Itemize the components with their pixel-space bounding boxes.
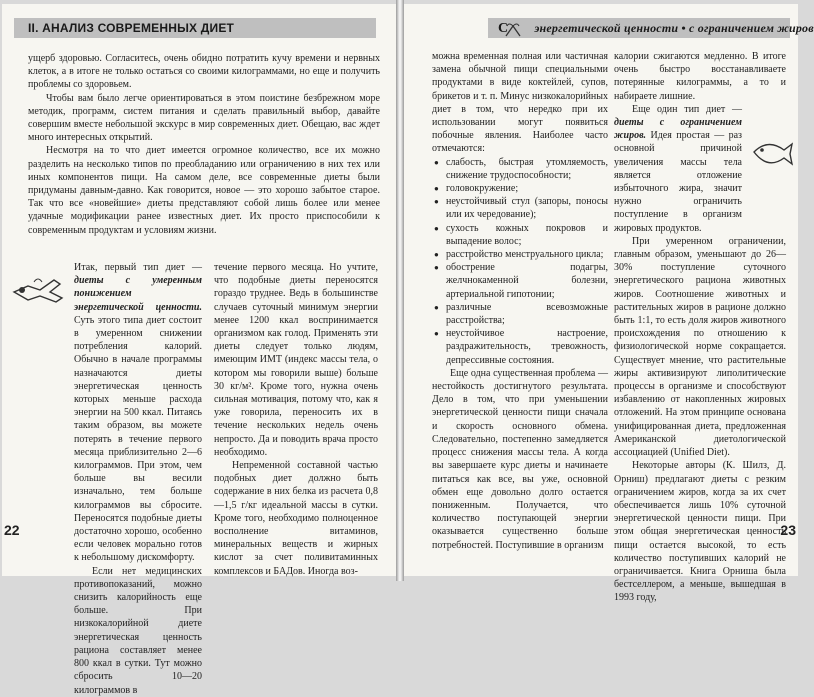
right-col1-paragraph-2: Еще одна существенная проблема — нестойкость достигнутого результата. Дело в том, что при уменьшении энергетической ценности пищи сначала и скорость основного обмена. Следовательно, постепенно замедляется процесс снижения массы тела. А когда вы завершаете курс диеты и начинаете питаться как все, вы уже, основной обмен еще довольно долго остается пониженным. Получается, что количество поступающей энергии оказывается существенно больше потребностей. Поступившие в организм <box>432 367 608 551</box>
book-gutter <box>396 0 404 581</box>
diet-type-2-title: диеты с ограничением жиров. <box>614 117 742 142</box>
side-effect-item: ● неустойчивый стул (запоры, поносы или их чередование); <box>432 195 608 221</box>
diet-type-1-paragraph <box>74 261 202 565</box>
right-header-letter: С <box>498 21 509 36</box>
right-column-2 <box>614 50 786 605</box>
side-effects-list <box>432 156 608 367</box>
left-column-1 <box>74 261 202 697</box>
diet-type-1-title: диеты с умеренным понижением энергетической ценности. <box>74 275 202 313</box>
side-effect-item: ● различные всевозможные расстройства; <box>432 301 608 327</box>
left-page-header: II. АНАЛИЗ СОВРЕМЕННЫХ ДИЕТ <box>28 21 235 35</box>
diet-type-2-lead: Еще один тип диет — <box>632 103 742 115</box>
left-paragraph-2: Чтобы вам было легче ориентироваться в этом поистине безбрежном море методик, программ, систем питания и сделать правильный выбор, давайте совершим вместе небольшой экскурс в мир современных диет. Обещаю, вас ждет много интересных открытий. <box>28 92 380 144</box>
left-paragraph-3: Несмотря на то что диет имеется огромное количество, все их можно разделить на несколько типов по преобладанию или ограничению в них тех или иных компонентов пищи. На самом деле, все современные диеты были придуманы давным-давно. Как говорится, новое — это хорошо забытое старое. Так что все «новейшие» диеты представляют собой лишь более или менее удачные модификации ранее известных диет. Их просто приспособили к современным продуктам и условиям жизни. <box>28 145 380 236</box>
side-effect-item: ● расстройство менструального цикла; <box>432 248 608 261</box>
left-intro-text <box>28 52 380 237</box>
right-col2-paragraph-1: калории сжигаются медленно. В итоге очень быстро восстанавливаете потерянные килограммы, а то и набираете лишние. <box>614 51 786 102</box>
left-paragraph-1: ущерб здоровью. Согласитесь, очень обидно потратить кучу времени и нервных клеток, а в итоге не только остаться со своими килограммами, но еще и получить проблемы со здоровьем. <box>28 53 380 91</box>
left-page-number: 22 <box>4 522 20 538</box>
scissors-flower-icon <box>10 272 66 306</box>
fish-icon <box>750 136 794 166</box>
left-col2-paragraph-2: Непременной составной частью подобных диет должно быть содержание в них белка из расчета 0,8—1,5 г/кг идеальной массы в сутки. Кроме того, необходимо полноценное восполнение витаминов, минеральных веществ и жирных кислот за счет поливитаминных комплексов и БАДов. Иногда воз- <box>214 460 378 577</box>
sprout-icon <box>504 22 522 38</box>
right-header-band <box>488 18 814 38</box>
side-effect-item: ● неустойчивое настроение, раздражительность, тревожность, депрессивные состояния. <box>432 327 608 367</box>
left-header-band <box>14 18 376 38</box>
right-page-number: 23 <box>780 522 796 538</box>
side-effect-item: ● слабость, быстрая утомляемость, снижение трудоспособности; <box>432 156 608 182</box>
diet-type-1-lead: Итак, первый тип диет — <box>74 262 202 273</box>
right-col1-paragraph-1: можна временная полная или частичная замена обычной пищи специальными продуктами в виде коктейлей, супов, брикетов и т. п. Минус низкокалорийных диет в том, что нередко при их использовании могут появиться побочные явления. Наиболее часто отмечаются: <box>432 51 608 155</box>
left-page <box>2 4 397 696</box>
diet-type-2-paragraph <box>614 103 786 235</box>
side-effect-item: ● головокружение; <box>432 182 608 195</box>
right-column-1 <box>432 50 608 552</box>
diet-type-1-text: Суть этого типа диет состоит в умеренном снижении потребления калорий. Обычно в начале программы назначаются диеты энергетическая ценность которых меньше расхода энергии на 500 ккал. Питаясь таким образом, вы можете потерять в течение первого месяца приблизительно 2—6 килограммов. При этом, чем больше вы весили изначально, тем больше килограммов вы сбросите. Переносятся подобные диеты достаточно хорошо, особенно если человек морально готов к небольшому дискомфорту. <box>74 314 202 564</box>
left-column-2 <box>214 261 378 578</box>
diet-type-2-text: Идея простая — раз основной причиной увеличения массы тела является отложение избыточного жира, значит нужно ограничить поступление в организм жировых продуктов. <box>614 130 742 234</box>
right-col2-paragraph-4: Некоторые авторы (К. Шилз, Д. Орниш) предлагают диеты с резким ограничением жиров, когда за их счет обеспечивается лишь 10% суточной энергетической ценности пищи. При этом общая энергетическая ценность пищи остается высокой, то есть количество поступивших калорий не ограничивается. Книга Орниша была бестселлером, а меньше, вышедшая в 1993 году, <box>614 460 786 604</box>
right-header-title: энергетической ценности • с ограничением жиров <box>534 21 814 35</box>
low-calorie-paragraph: Если нет медицинских противопоказаний, можно снизить калорийность еще больше. При низкокалорийной диете энергетическая ценность рациона составляет менее 800 ккал в сутки. Тут можно сбросить 10—20 килограммов в <box>74 565 202 696</box>
right-page <box>403 4 814 604</box>
right-page-header <box>498 18 814 39</box>
side-effect-item: ● сухость кожных покровов и выпадение волос; <box>432 222 608 248</box>
side-effect-item: ● обострение подагры, желчнокаменной болезни, артериальной гипотонии; <box>432 261 608 301</box>
left-col2-paragraph-1: течение первого месяца. Но учтите, что подобные диеты переносятся гораздо труднее. Ведь в большинстве случаев суточный минимум энергии менее 1200 ккал воспринимается организмом как голод. Применять эти диеты следует только людям, имеющим ИМТ (индекс массы тела, о котором мы говорили выше) больше 30 кг/м². Кроме того, нужна очень сильная мотивация, потому что, как я уже говорила, переносить их в течение нескольких недель очень непросто. Да и поводить врача просто необходимо. <box>214 262 378 458</box>
right-col2-paragraph-3: При умеренном ограничении, главным образом, уменьшают до 26—30% поступление суточного энергетического рациона животных жиров. Соотношение животных и растительных жиров в рационе должно быть 1:1, то есть доля жиров животного происхождения по отношению к физиологической норме сокращается. Существует мнение, что растительные жиры активизируют липолитические процессы в организме и способствуют избавлению от накопленных жировых отложений. На этом принципе основана унифицированная диета, предложенная Американской диетологической ассоциацией (Unified Diet). <box>614 235 786 459</box>
